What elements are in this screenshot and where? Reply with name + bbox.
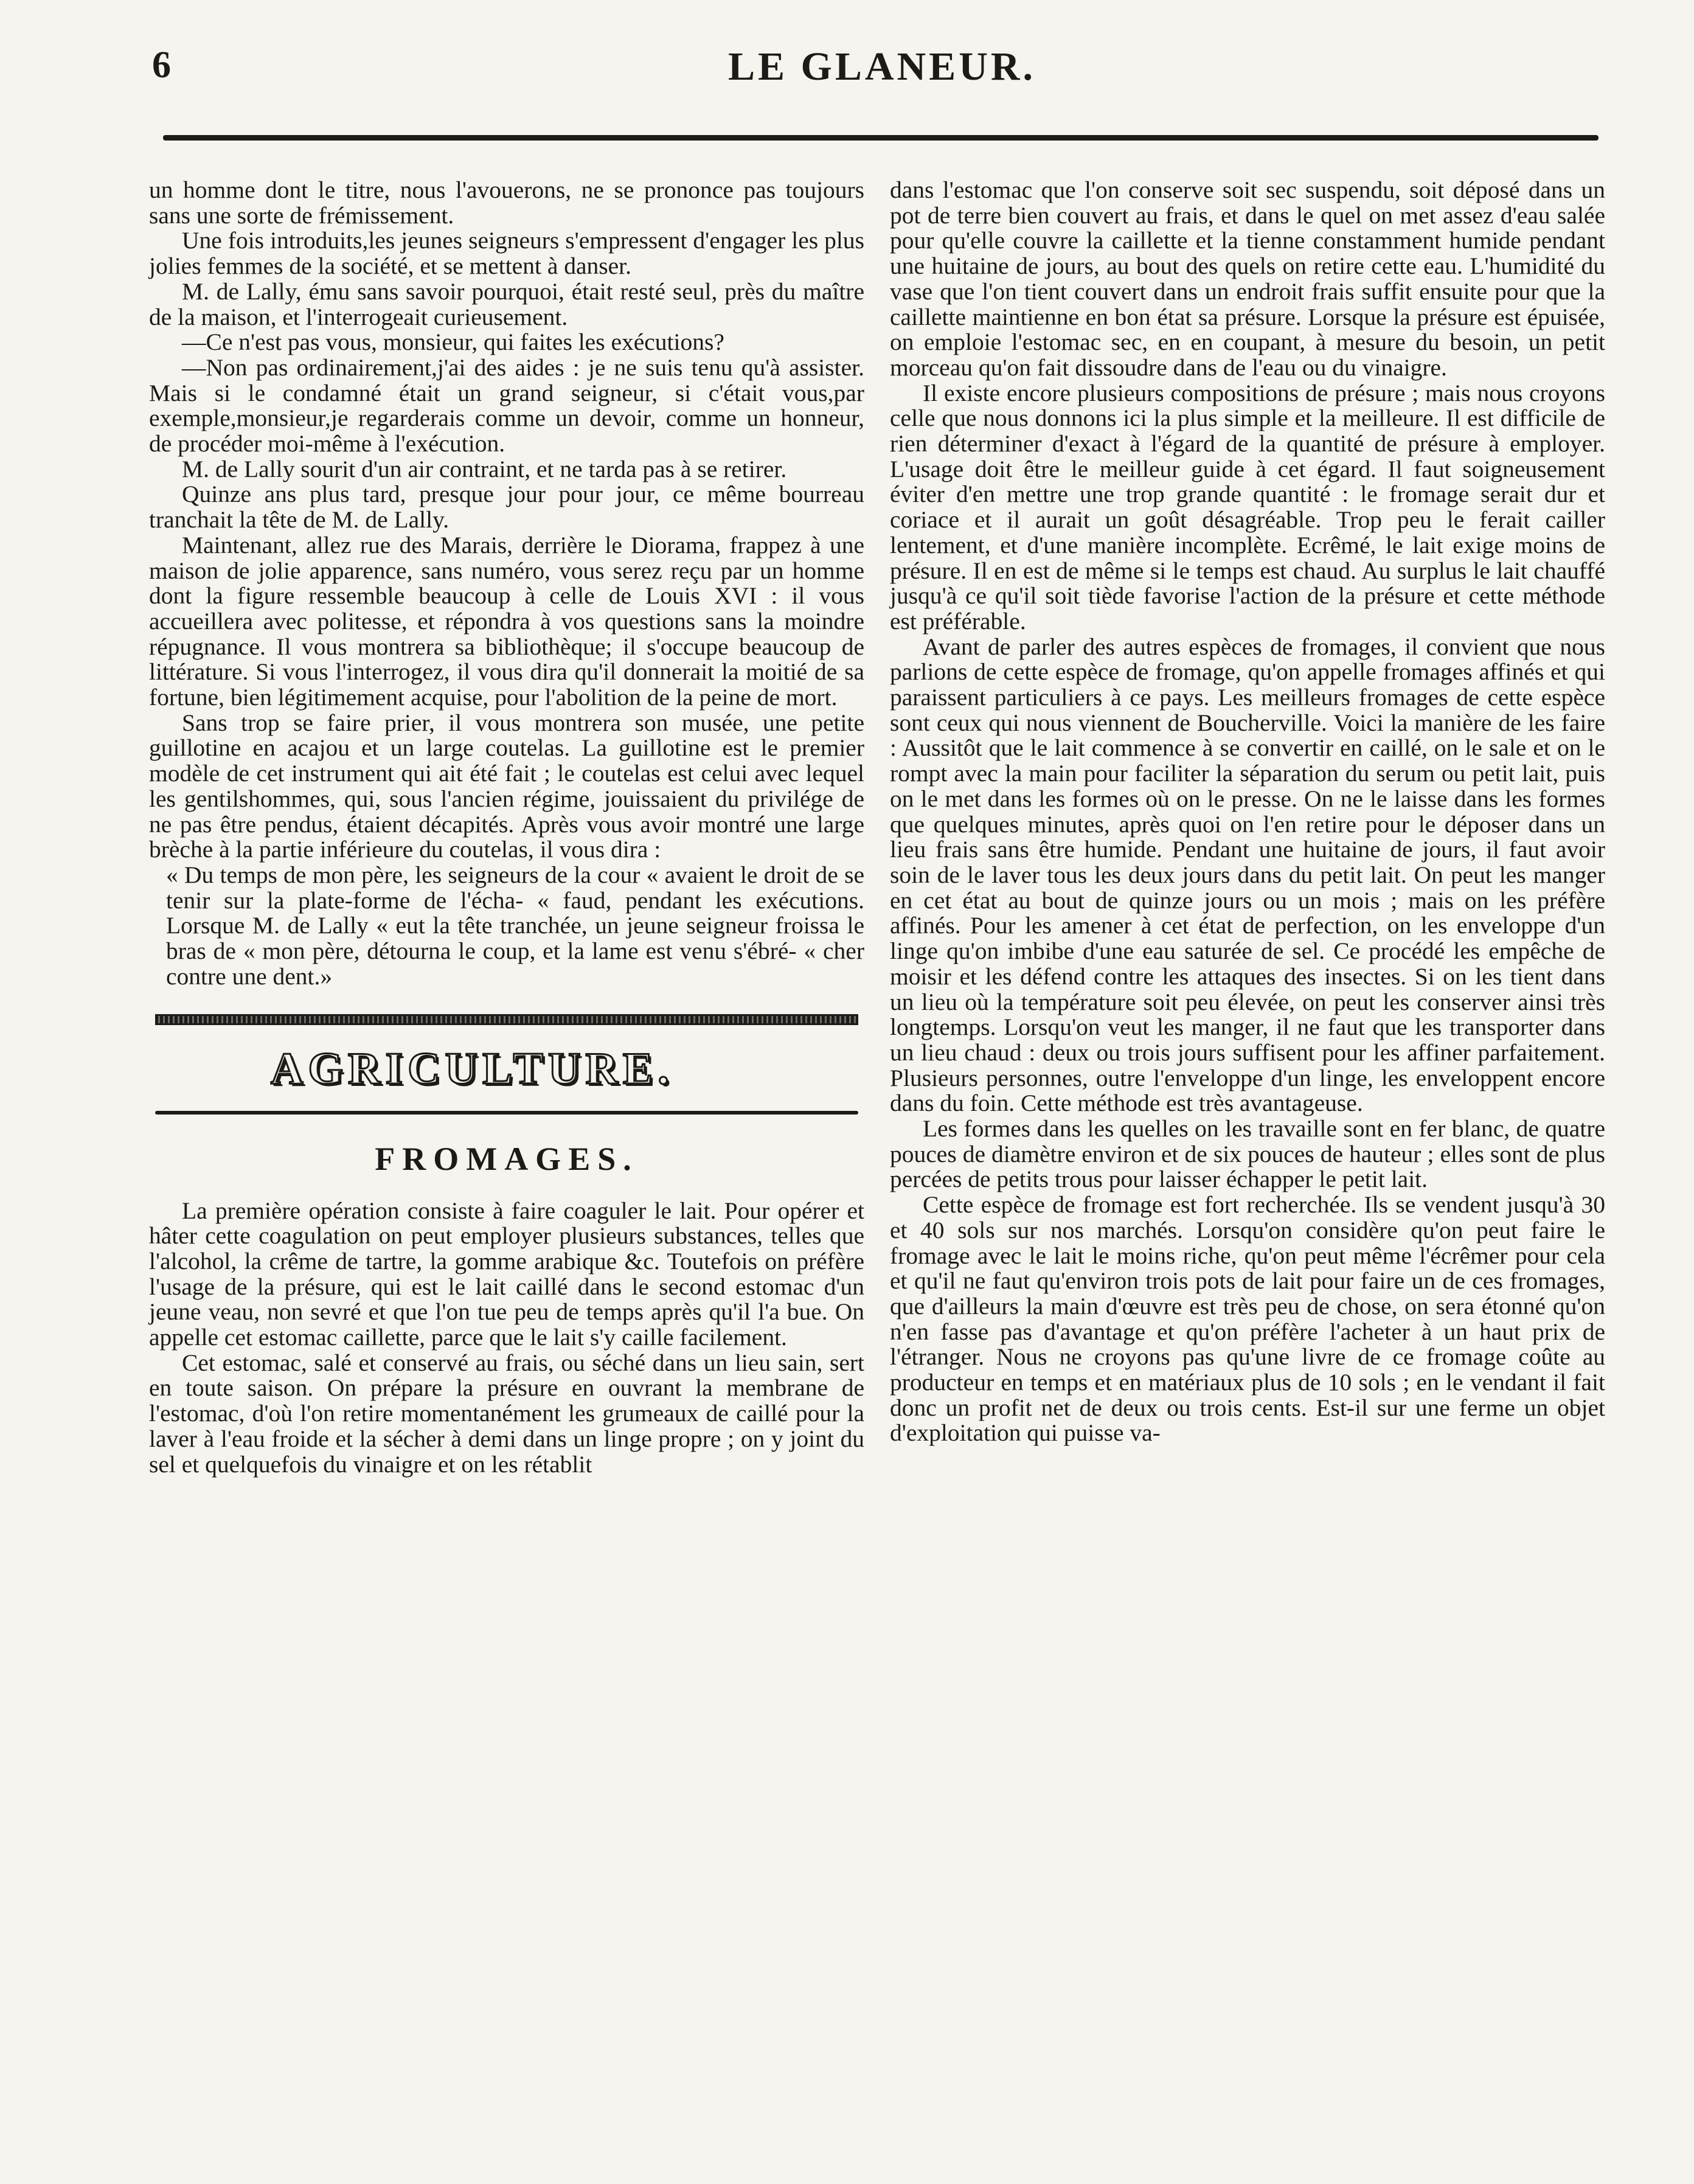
paragraph: Quinze ans plus tard, presque jour pour jour, ce même bourreau tranchait la tête de M. de Lally. xyxy=(149,481,864,534)
right-column xyxy=(890,178,1605,1446)
paragraph: Les formes dans les quelles on les travaille sont en fer blanc, de quatre pouces de diamètre environ et de six pouces de hauteur ; elles sont de plus percées de petits trous pour laisser échapper le petit lait. xyxy=(890,1115,1605,1193)
paragraph: Avant de parler des autres espèces de fromages, il convient que nous parlions de cette espèce de fromage, qu'on appelle fromages affinés et qui paraissent particuliers à ce pays. Les meilleurs fromages de cette espèce sont ceux qui nous viennent de Boucherville. Voici la manière de les faire : Aussitôt que le lait commence à se convertir en caillé, on le sale et on le rompt avec la main pour faciliter la séparation du serum ou petit lait, puis on le met dans les formes où on le presse. On ne le laisse dans les formes que quelques minutes, après quoi on l'en retire pour le déposer dans un lieu frais sans être humide. Pendant une huitaine de jours, il faut avoir soin de le laver tous les deux jours dans du petit lait. On peut les manger en cet état au bout de quinze jours ou un mois ; mais on les préfère affinés. Pour les amener à cet état de perfection, on les enveloppe d'un linge qu'on imbibe d'une eau saturée de sel. Ce procédé les empêche de moisir et les défend contre les attaques des insectes. Si on les tient dans un lieu où la température soit peu élevée, on peut les conserver ainsi très longtemps. Lorsqu'on veut les manger, il ne faut que les transporter dans un lieu chaud : deux ou trois jours suffisent pour les affiner parfaitement. Plusieurs personnes, outre l'enveloppe d'un linge, les enveloppent encore dans du foin. Cette méthode est très avantageuse. xyxy=(890,633,1605,1117)
article-title: FROMAGES. xyxy=(375,1140,639,1177)
paragraph: Cet estomac, salé et conservé au frais, ou séché dans un lieu sain, sert en toute saison. On prépare la présure en ouvrant la membrane de l'estomac, d'où l'on retire momentanément les grumeaux de caillé pour la laver à l'eau froide et la sécher à demi dans un linge propre ; on y joint du sel et quelquefois du vinaigre et on les rétablit xyxy=(149,1349,864,1478)
header-rule xyxy=(163,135,1599,141)
page-number: 6 xyxy=(152,44,171,86)
paragraph: Cette espèce de fromage est fort recherchée. Ils se vendent jusqu'à 30 et 40 sols sur nos marchés. Lorsqu'on considère qu'on peut faire le fromage avec le lait le moins riche, qu'on peut même l'écrêmer pour cela et qu'il ne faut qu'environ trois pots de lait pour faire un de ces fromages, que d'ailleurs la main d'œuvre est très peu de chose, on sera étonné qu'on n'en fasse pas d'avantage et qu'on préfère l'acheter à un haut prix de l'étranger. Nous ne croyons pas qu'une livre de ce fromage coûte au producteur en temps et en matériaux plus de 10 sols ; en le vendant il fait donc un profit net de deux ou trois cents. Est-il sur une ferme un objet d'exploitation qui puisse va- xyxy=(890,1191,1605,1447)
section-divider xyxy=(155,1014,858,1025)
journal-title: LE GLANEUR. xyxy=(727,44,1036,89)
page-header xyxy=(152,44,1612,99)
paragraph: dans l'estomac que l'on conserve soit sec suspendu, soit déposé dans un pot de terre bien couvert au frais, et dans le quel on met assez d'eau salée pour qu'elle couvre la caillette et la tienne constamment humide pendant une huitaine de jours, au bout des quels on retire cette eau. L'humidité du vase que l'on tient couvert dans un endroit frais suffit ensuite pour que la caillette maintienne en bon état sa présure. Lorsque la présure est épuisée, on emploie l'estomac sec, en en coupant, à mesure du besoin, un petit morceau qu'on fait dissoudre dans de l'eau ou du vinaigre. xyxy=(890,176,1605,381)
paragraph: Il existe encore plusieurs compositions de présure ; mais nous croyons celle que nous donnons ici la plus simple et la meilleure. Il est difficile de rien déterminer d'exact à l'égard de la quantité de présure à employer. L'usage doit être le meilleur guide à cet égard. Il faut soigneusement éviter d'en mettre une trop grande quantité : le fromage serait dur et coriace et il aurait un goût désagréable. Trop peu le ferait cailler lentement, et d'une manière incomplète. Ecrêmé, le lait exige moins de présure. Il en est de même si le temps est chaud. Au surplus le lait chauffé jusqu'à ce qu'il soit tiède favorise l'action de la présure et cette méthode est préférable. xyxy=(890,379,1605,635)
left-column xyxy=(149,178,864,1477)
paragraph: Maintenant, allez rue des Marais, derrière le Diorama, frappez à une maison de jolie apparence, sans numéro, vous serez reçu par un homme dont la figure ressemble beaucoup à celle de Louis XVI : il vous accueillera avec politesse, et répondra à vos questions sans la moindre répugnance. Il vous montrera sa bibliothèque; il s'occupe beaucoup de littérature. Si vous l'interrogez, il vous dira qu'il donnerait la moitié de sa fortune, bien légitimement acquise, pour l'abolition de la peine de mort. xyxy=(149,531,864,711)
paragraph: —Non pas ordinairement,j'ai des aides : je ne suis tenu qu'à assister. Mais si le condamné était un grand seigneur, si c'était vous,par exemple,monsieur,je regarderais comme un devoir, comme un honneur, de procéder moi-même à l'exécution. xyxy=(149,353,864,457)
paragraph: La première opération consiste à faire coaguler le lait. Pour opérer et hâter cette coagulation on peut employer plusieurs substances, telles que l'alcohol, la crême de tartre, la gomme arabique &c. Toutefois on préfère l'usage de la présure, qui est le lait caillé dans le second estomac d'un jeune veau, non sevré et que l'on tue peu de temps après qu'il l'a bue. On appelle cet estomac caillette, parce que le lait s'y caille facilement. xyxy=(149,1197,864,1351)
paragraph: Sans trop se faire prier, il vous montrera son musée, une petite guillotine en acajou et un large coutelas. La guillotine est le premier modèle de cet instrument qui ait été fait ; le coutelas est celui avec lequel les gentilshommes, qui, sous l'ancien régime, jouissaient du privilége de ne pas être pendus, étaient décapités. Après vous avoir montré une large brèche à la partie inférieure du coutelas, il vous dira : xyxy=(149,709,864,863)
paragraph: un homme dont le titre, nous l'avouerons, ne se prononce pas toujours sans une sorte de frémissement. xyxy=(149,176,864,229)
paragraph: M. de Lally sourit d'un air contraint, et ne tarda pas à se retirer. xyxy=(182,455,787,482)
paragraph: —Ce n'est pas vous, monsieur, qui faites les exécutions? xyxy=(182,329,724,356)
section-title: AGRICULTURE. xyxy=(271,1043,674,1094)
quotation: « Du temps de mon père, les seigneurs de la cour « avaient le droit de se tenir sur la plate-forme de l'écha- « faud, pendant les exécutions. Lorsque M. de Lally « eut la tête tranchée, un jeune seigneur froissa le bras de « mon père, détourna le coup, et la lame est venu s'ébré- « cher contre une dent.» xyxy=(166,861,864,990)
section-rule xyxy=(155,1111,858,1115)
paragraph: Une fois introduits,les jeunes seigneurs s'empressent d'engager les plus jolies femmes de la société, et se mettent à danser. xyxy=(149,227,864,280)
paragraph: M. de Lally, ému sans savoir pourquoi, était resté seul, près du maître de la maison, et l'interrogeait curieusement. xyxy=(149,277,864,330)
